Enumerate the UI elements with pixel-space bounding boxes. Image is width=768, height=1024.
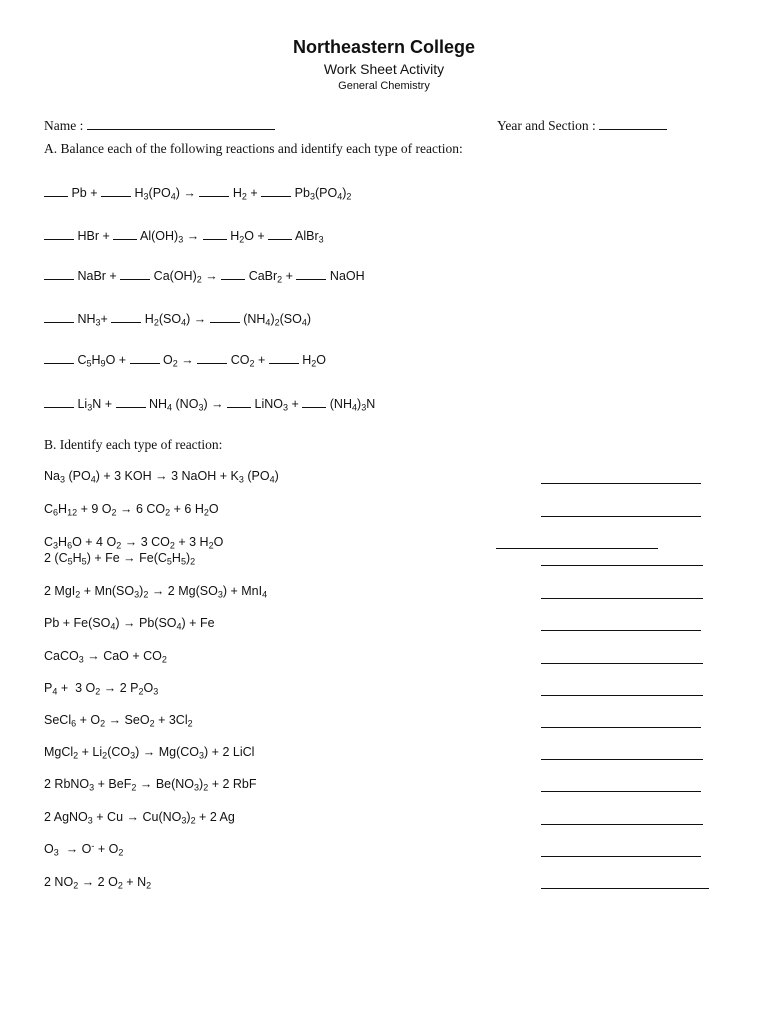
answer-blank-b6[interactable] <box>541 630 701 631</box>
equation-b6: $Pb + Fe(SO_4) \to Pb(SO_4) + Fe$ <box>44 616 215 632</box>
answer-blank-b10[interactable] <box>541 759 703 760</box>
equation-b14: 2 $NO_2 \to 2$ $O_2 + N_2$ <box>44 875 152 891</box>
answer-blank-b5[interactable] <box>541 598 703 599</box>
answer-blank-b14[interactable] <box>541 888 709 889</box>
name-field <box>44 118 275 134</box>
section-a-instruction: A. Balance each of the following reactions and identify each type of reaction: <box>44 141 463 156</box>
answer-blank-b13[interactable] <box>541 856 701 857</box>
equation-b5: 2 $MgI_2 + Mn(SO_3)_2 \to 2$ $Mg(SO_3) + MnI_4$ <box>44 584 268 600</box>
answer-blank-b3[interactable] <box>496 548 658 549</box>
name-blank[interactable] <box>87 118 275 130</box>
equation-b10: MgCl$_2$ + $Li_2(CO_3) \to Mg(CO_3) + 2$ LiCl <box>44 745 255 761</box>
equation-b13: $O_3 \to O^- + O_2$ <box>44 840 124 858</box>
section-b-instruction: B. Identify each type of reaction: <box>44 437 223 452</box>
equation-a2: HBr + $Al(OH)_3 \to H_2O$ + AlBr$_3$ <box>44 228 324 243</box>
answer-blank-b8[interactable] <box>541 695 703 696</box>
year-section-blank[interactable] <box>599 118 667 130</box>
answer-blank-b9[interactable] <box>541 727 701 728</box>
name-label: Name : <box>44 118 84 133</box>
equation-b12: 2 AgNO$_3$ + $Cu \to Cu(NO_3)_2 + 2$ Ag <box>44 810 235 826</box>
equation-b8: $P_4 + 3$ $O_2 \to 2$ $P_2O_3$ <box>44 681 159 697</box>
answer-blank-b7[interactable] <box>541 663 703 664</box>
year-section-field <box>497 118 667 134</box>
answer-blank-b1[interactable] <box>541 483 701 484</box>
equation-a6: $Li_3N + NH_4$ $(NO_3)$ → LiNO$_3$ + $(NH_4)_3N$ <box>44 396 375 411</box>
worksheet-subtitle: Work Sheet Activity <box>323 61 445 77</box>
answer-blank-b4[interactable] <box>541 565 703 566</box>
year-section-label: Year and Section : <box>497 118 596 133</box>
equation-b9: SeCl$_6$ + $O_2 \to SeO_2 + 3Cl_2$ <box>44 713 193 729</box>
equation-b4: 2 $(C_5H_5) + Fe \to Fe(C_5H_5)_2$ <box>44 551 196 567</box>
equation-b2: $C_6H_{12} + 9$ $O_2 \to 6$ $CO_2 + 6$ $H_2O$ <box>44 502 219 518</box>
equation-a3: NaBr + $Ca(OH)_2$ → CaBr$_2$ + NaOH <box>44 268 365 283</box>
equation-a1: $Pb + H_3(PO_4) \to H_2 + Pb_3(PO_4)_2$ <box>44 185 351 200</box>
equation-b1: $Na_3$ $(PO_4) + 3$ KOH → 3 NaOH + $K_3$ $(PO_4)$ <box>44 469 279 485</box>
answer-blank-b2[interactable] <box>541 516 701 517</box>
answer-blank-b12[interactable] <box>541 824 703 825</box>
equation-b11: 2 RbNO$_3$ + $BeF_2 \to Be(NO_3)_2 + 2$ RbF <box>44 777 257 793</box>
equation-b3: $C_3H_6O + 4$ $O_2 \to 3$ $CO_2 + 3$ $H_2O$ <box>44 535 224 551</box>
answer-blank-b11[interactable] <box>541 791 701 792</box>
subject-label: General Chemistry <box>338 80 430 92</box>
college-title: Northeastern College <box>292 37 476 57</box>
equation-a5: $C_5H_9O + O_2 \to CO_2 + H_2O$ <box>44 352 326 367</box>
equation-b7: CaCO$_3$ → CaO + $CO_2$ <box>44 649 167 665</box>
equation-a4: $NH_3+ H_2(SO_4) \to (NH_4)_2(SO_4)$ <box>44 311 311 326</box>
